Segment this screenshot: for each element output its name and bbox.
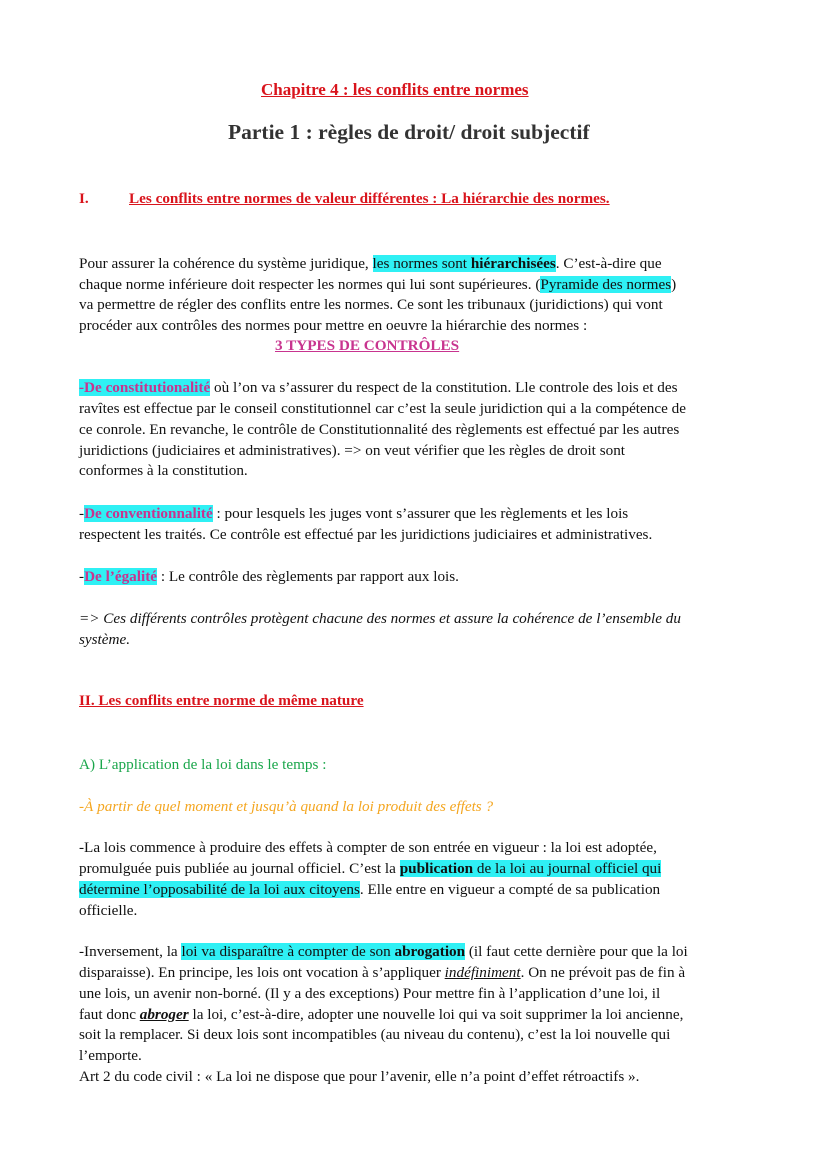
subsection-a-title: A) L’application de la loi dans le temps : [79, 756, 327, 773]
constit-line3: ce conrole. En revanche, le contrôle de Constitutionnalité des règlements est effectué par les autres [79, 421, 680, 438]
para1-line2 [79, 275, 676, 296]
highlight [400, 860, 662, 877]
section-1-title: Les conflits entre normes de valeur différentes : La hiérarchie des normes. [129, 190, 610, 207]
italic-text: indéfiniment [444, 964, 521, 981]
section-2-title: II. Les conflits entre norme de même nature [79, 692, 364, 709]
egal-line1 [79, 567, 459, 588]
text: la loi, c’est-à-dire, adopter une nouvelle loi qui va soit supprimer la loi ancienne, [188, 1006, 684, 1023]
constit-line2: ravîtes est effectue par le conseil constitutionnel car c’est la seule juridiction qui a la compétence de [79, 400, 686, 417]
text: loi va disparaître à compter de son [181, 943, 395, 960]
constit-line4: juridictions (judiciaires et administratives). => on veut vérifier que les règles de droit sont [79, 442, 626, 459]
text: où l’on va s’assurer du respect de la constitution. Lle controle des lois et des [210, 379, 678, 396]
text: disparaisse). En principe, les lois ont vocation à s’appliquer [79, 964, 445, 981]
conv-line1 [79, 504, 628, 525]
bold-text: publication [399, 860, 474, 877]
vigueur-line2 [79, 859, 661, 880]
abrog-line2 [79, 963, 685, 984]
text: (il faut cette dernière pour que la loi [465, 943, 688, 960]
text: les normes sont [372, 255, 471, 272]
egal-label: De l’égalité [84, 568, 158, 585]
bold-text: hiérarchisées [470, 255, 556, 272]
constit-line1 [79, 378, 678, 399]
text: faut donc [79, 1006, 140, 1023]
constit-line5: conformes à la constitution. [79, 462, 248, 479]
vigueur-line4: officielle. [79, 902, 138, 919]
text: Pour assurer la cohérence du système juridique, [79, 255, 373, 272]
abrog-line1 [79, 942, 688, 963]
text: promulguée puis publiée au journal officiel. C’est la [79, 860, 400, 877]
constit-label: -De constitutionalité [79, 379, 211, 396]
vigueur-line3 [79, 880, 660, 901]
text: : pour lesquels les juges vont s’assurer que les règlements et les lois [212, 505, 629, 522]
highlight: Pyramide des normes [540, 276, 672, 293]
text: ) [671, 276, 677, 293]
text: -Inversement, la [79, 943, 182, 960]
para1-line4: procéder aux contrôles des normes pour mettre en oeuvre la hiérarchie des normes : [79, 317, 588, 334]
para1-line3: va permettre de régler des conflits entre les normes. Ce sont les tribunaux (juridictions) qui vont [79, 296, 663, 313]
text: chaque norme inférieure doit respecter les normes qui lui sont supérieures. ( [79, 276, 541, 293]
text: . C’est-à-dire que [555, 255, 662, 272]
conclusion-line2: système. [79, 631, 131, 648]
bold-text: abrogation [394, 943, 466, 960]
highlight: détermine l’opposabilité de la loi aux citoyens [79, 881, 360, 898]
part-title: Partie 1 : règles de droit/ droit subjectif [228, 120, 590, 144]
text: . On ne prévoit pas de fin à [520, 964, 686, 981]
abrog-line5: soit la remplacer. Si deux lois sont incompatibles (au niveau du contenu), c’est la loi nouvelle qui [79, 1026, 671, 1043]
section-1-number: I. [79, 190, 89, 207]
vigueur-line1: -La lois commence à produire des effets à compter de son entrée en vigueur : la loi est adoptée, [79, 839, 657, 856]
abrog-line6: l’emporte. [79, 1047, 142, 1064]
highlight [181, 943, 465, 960]
para1-line1 [79, 254, 662, 275]
dash: - [79, 505, 85, 522]
bold-italic-text: abroger [139, 1006, 189, 1023]
conv-line2: respectent les traités. Ce contrôle est effectué par les juridictions judiciaires et administratives. [79, 526, 653, 543]
question-line: -À partir de quel moment et jusqu’à quand la loi produit des effets ? [79, 798, 494, 815]
abrog-line3: une lois, un avenir non-borné. (Il y a des exceptions) Pour mettre fin à l’application d’une loi, il [79, 985, 661, 1002]
abrog-line4 [79, 1005, 683, 1026]
chapter-title: Chapitre 4 : les conflits entre normes [261, 80, 529, 99]
text: . Elle entre en vigueur a compté de sa publication [359, 881, 661, 898]
abrog-line7: Art 2 du code civil : « La loi ne dispose que pour l’avenir, elle n’a point d’effet rétroactifs ». [79, 1068, 640, 1085]
conv-label: De conventionnalité [84, 505, 213, 522]
highlight [373, 255, 556, 272]
dash: - [79, 568, 85, 585]
text: de la loi au journal officiel qui [473, 860, 662, 877]
types-heading: 3 TYPES DE CONTRÔLES [275, 337, 460, 354]
text: : Le contrôle des règlements par rapport aux lois. [157, 568, 459, 585]
conclusion-line1: => Ces différents contrôles protègent chacune des normes et assure la cohérence de l’ensemble du [79, 610, 681, 627]
